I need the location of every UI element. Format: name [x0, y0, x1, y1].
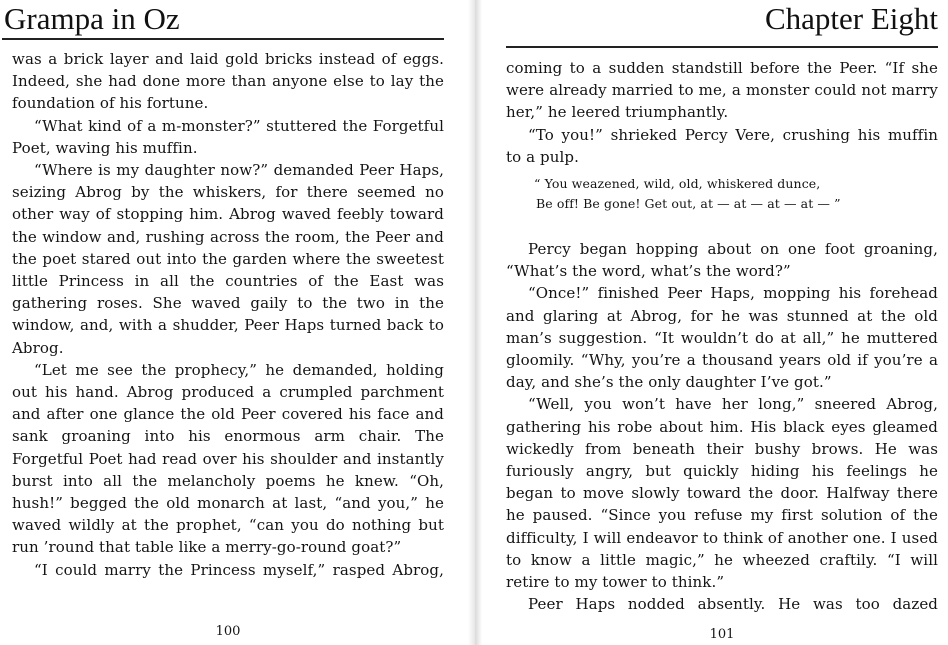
running-head-right: Chapter Eight [764, 1, 938, 36]
right-page-text [506, 57, 938, 615]
page-number-left: 100 [215, 624, 241, 639]
poem-line: Be off! Be gone! Get out, at — at — at — at — ” [536, 196, 841, 212]
paragraph: “What kind of a m-monster?” stuttered the Forgetful Poet, waving his muffin. [12, 116, 444, 157]
paragraph: Peer Haps nodded absently. He was too dazed [528, 595, 938, 614]
left-page [0, 0, 470, 645]
paragraph: Percy began hopping about on one foot groaning, “What’s the word, what’s the word?” [506, 240, 938, 281]
paragraph: “To you!” shrieked Percy Vere, crushing his muffin to a pulp. [506, 125, 938, 166]
paragraph: “Once!” finished Peer Haps, mopping his forehead and glaring at Abrog, for he was stunned at the old man’s suggestion. “It wouldn’t do at all,” he muttered gloomily. “Why, you’re a thousand years old if you’re a day, and she’s the only daughter I’ve got.” [506, 284, 938, 392]
header-rule-left [2, 38, 444, 40]
paragraph: was a brick layer and laid gold bricks instead of eggs. Indeed, she had done more than anyone else to lay the foundation of his fortune. [12, 50, 444, 113]
left-page-text [12, 48, 444, 581]
paragraph: coming to a sudden standstill before the Peer. “If she were already married to me, a monster could not marry her,” he leered triumphantly. [506, 59, 938, 122]
running-head-left: Grampa in Oz [4, 1, 180, 36]
paragraph: “Let me see the prophecy,” he demanded, holding out his hand. Abrog produced a crumpled parchment and after one glance the old Peer covered his face and sank groaning into his enormous arm chair. The Forgetful Poet had read over his shoulder and instantly burst into all the melancholy poems he knew. “Oh, hush!” begged the old monarch at last, “and you,” he waved wildly at the prophet, “can you do nothing but run ’round that table like a merry-go-round goat?” [12, 360, 444, 557]
paragraph: “Well, you won’t have her long,” sneered Abrog, gathering his robe about him. His black eyes gleamed wickedly from beneath their bushy brows. He was furiously angry, but quickly hiding his feelings he began to move slowly toward the door. Halfway there he paused. “Since you refuse my first solution of the difficulty, I will endeavor to think of another one. I used to know a little magic,” he wheezed craftily. “I will retire to my tower to think.” [506, 395, 938, 592]
header-rule-right [506, 46, 938, 48]
poem-line: “ You weazened, wild, old, whiskered dunce, [534, 176, 821, 192]
paragraph: “I could marry the Princess myself,” rasped Abrog, [34, 560, 444, 579]
paragraph: “Where is my daughter now?” demanded Peer Haps, seizing Abrog by the whiskers, for there seemed no other way of stopping him. Abrog waved feebly toward the window and, rushing across the room, the Peer and the poet stared out into the garden where the sweetest little Princess in all the countries of the East was gathering roses. She waved gaily to the two in the window, and, with a shudder, Peer Haps turned back to Abrog. [12, 161, 444, 357]
poem-verse [534, 174, 938, 214]
right-page [478, 0, 948, 645]
page-number-right: 101 [709, 627, 735, 642]
